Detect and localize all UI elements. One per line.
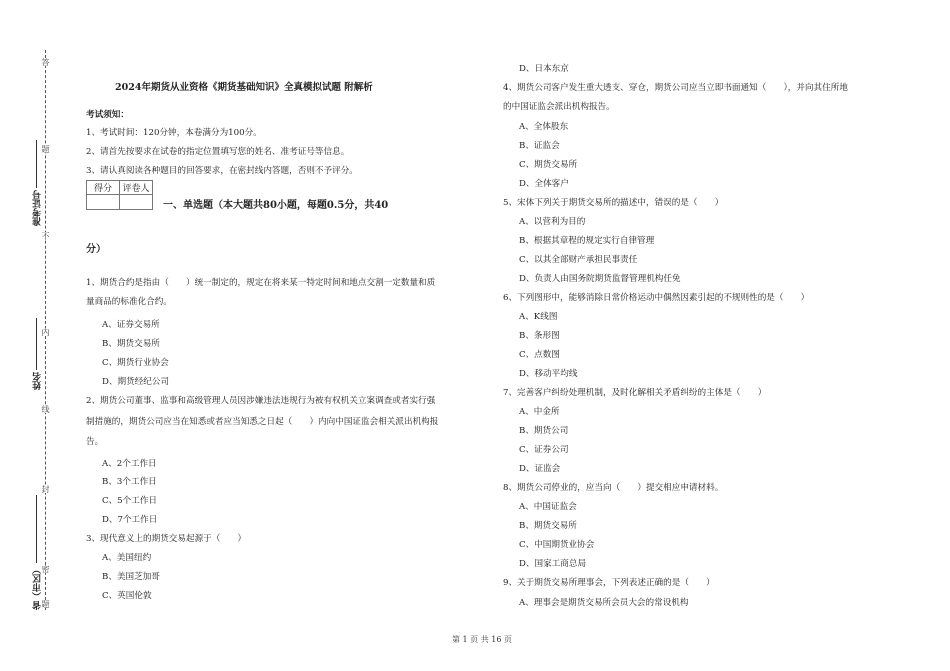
question-4-line: 的中国证监会派出机构报告。: [503, 102, 615, 112]
option-item[interactable]: C、期货交易所: [519, 160, 578, 170]
question-4-line: 4、期货公司客户发生重大透支、穿仓，期货公司应当立即书面通知（ ），并向其住所地: [503, 83, 848, 93]
option-item[interactable]: B、条形图: [519, 331, 560, 341]
region-label: 省（市区）: [33, 565, 43, 610]
option-item[interactable]: B、期货交易所: [102, 339, 160, 349]
margin-mark-mi: 密: [41, 565, 50, 573]
option-item[interactable]: A、以营利为目的: [519, 217, 586, 227]
option-item[interactable]: A、2个工作日: [102, 459, 157, 469]
option-item[interactable]: B、3个工作日: [102, 477, 157, 487]
option-item[interactable]: C、英国伦敦: [102, 591, 152, 601]
score-header: 得分: [87, 181, 120, 195]
question-3-line: 3、现代意义上的期货交易起源于（ ）: [86, 534, 247, 544]
option-item[interactable]: D、全体客户: [519, 179, 569, 189]
page-number: 第 1 页 共 16 页: [452, 635, 512, 644]
option-item[interactable]: A、美国纽约: [102, 553, 152, 563]
option-item[interactable]: A、全体股东: [519, 122, 569, 132]
option-item[interactable]: D、日本东京: [519, 64, 569, 74]
margin-mark-bu: 不: [41, 232, 50, 240]
option-item[interactable]: C、中国期货业协会: [519, 540, 595, 550]
option-item[interactable]: B、期货公司: [519, 426, 569, 436]
option-item[interactable]: B、证监会: [519, 141, 560, 151]
margin-mark-feng: 封: [41, 485, 50, 493]
instruction-item: 1、考试时间：120分钟，本卷满分为100分。: [86, 128, 262, 138]
option-item[interactable]: B、美国芝加哥: [102, 572, 160, 582]
option-item[interactable]: D、7个工作日: [102, 515, 158, 525]
name-label: 姓名: [33, 372, 43, 390]
instruction-item: 3、请认真阅读各种题目的回答要求，在密封线内答题，否则不予评分。: [86, 166, 358, 176]
section-heading-cont: 分）: [86, 244, 106, 255]
instruction-item: 2、请首先按要求在试卷的指定位置填写您的姓名、准考证号等信息。: [86, 147, 350, 157]
grader-header: 评卷人: [120, 181, 153, 195]
margin-mark-da: 答: [41, 58, 50, 66]
option-item[interactable]: C、以其全部财产承担民事责任: [519, 255, 638, 265]
option-item[interactable]: A、中金所: [519, 407, 560, 417]
section-heading: 一、单选题（本大题共80小题，每题0.5分，共40: [163, 200, 389, 211]
page-title: 2024年期货从业资格《期货基础知识》全真模拟试题 附解析: [115, 82, 373, 93]
option-item[interactable]: C、期货行业协会: [102, 358, 169, 368]
question-7-line: 7、完善客户纠纷处理机制，及时化解相关矛盾纠纷的主体是（ ）: [503, 388, 767, 398]
option-item[interactable]: A、K线图: [519, 312, 558, 322]
question-2-line: 告。: [86, 437, 104, 447]
score-cell[interactable]: [87, 195, 120, 210]
option-item[interactable]: A、中国证监会: [519, 502, 577, 512]
grader-cell[interactable]: [120, 195, 153, 210]
exam-number-field[interactable]: [36, 140, 37, 188]
option-item[interactable]: C、证券公司: [519, 445, 569, 455]
question-8-line: 8、期货公司停业的，应当向（ ）提交相应申请材料。: [503, 483, 724, 493]
question-9-line: 9、关于期货交易所理事会，下列表述正确的是（ ）: [503, 578, 715, 588]
score-table: [86, 180, 153, 210]
option-item[interactable]: B、期货交易所: [519, 521, 577, 531]
option-item[interactable]: A、证券交易所: [102, 320, 160, 330]
option-item[interactable]: D、国家工商总局: [519, 559, 587, 569]
instructions-heading: 考试须知：: [86, 110, 129, 120]
option-item[interactable]: B、根据其章程的规定实行自律管理: [519, 236, 655, 246]
option-item[interactable]: D、移动平均线: [519, 369, 578, 379]
region-field[interactable]: [36, 495, 37, 563]
margin-mark-ti: 题: [41, 145, 50, 153]
question-1-line: 1、期货合约是指由（ ）统一制定的，规定在将来某一特定时间和地点交割一定数量和质: [86, 278, 436, 288]
margin-mark-ti2: 题: [41, 600, 50, 608]
name-field[interactable]: [36, 318, 37, 370]
question-5-line: 5、宋体下列关于期货交易所的描述中，错误的是（ ）: [503, 198, 724, 208]
margin-mark-xian: 线: [41, 405, 50, 413]
option-item[interactable]: D、负责人由国务院期货监督管理机构任免: [519, 274, 681, 284]
question-2-line: 制措施的，期货公司应当在知悉或者应当知悉之日起（ ）内向中国证监会相关派出机构报: [86, 417, 439, 427]
option-item[interactable]: C、5个工作日: [102, 496, 158, 506]
margin-mark-nei: 内: [41, 328, 50, 336]
option-item[interactable]: D、证监会: [519, 464, 561, 474]
option-item[interactable]: C、点数图: [519, 350, 560, 360]
option-item[interactable]: D、期货经纪公司: [102, 377, 170, 387]
question-1-line: 量商品的标准化合约。: [86, 297, 172, 307]
question-2-line: 2、期货公司董事、监事和高级管理人员因涉嫌违法违规行为被有权机关立案调查或者实行强: [86, 396, 436, 406]
option-item[interactable]: A、理事会是期货交易所会员大会的常设机构: [519, 598, 689, 608]
exam-number-label: 准考证号: [33, 190, 43, 226]
question-6-line: 6、下列图形中，能够消除日常价格运动中偶然因素引起的不规则性的是（ ）: [503, 293, 810, 303]
